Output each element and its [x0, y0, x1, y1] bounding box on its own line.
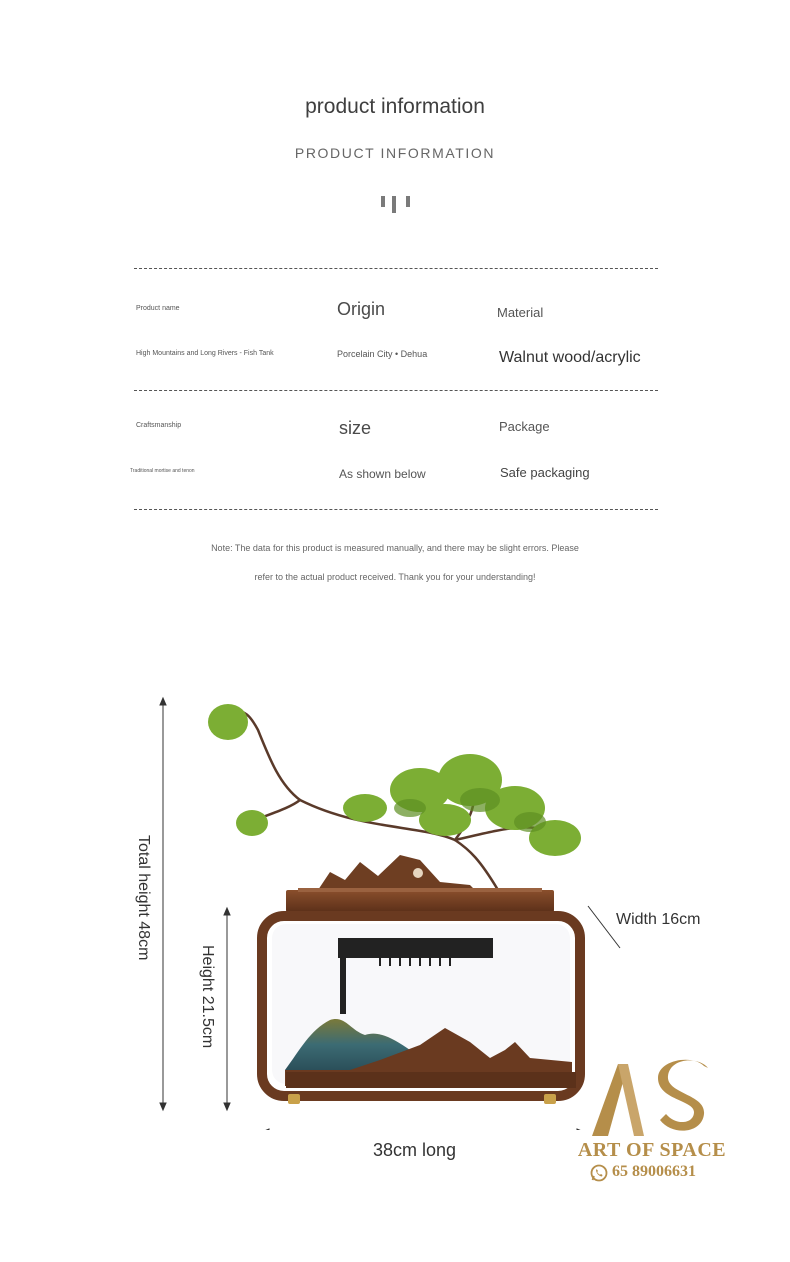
height-label: Height 21.5cm: [199, 945, 216, 1049]
material-label: Material: [497, 305, 544, 320]
product-name-value: High Mountains and Long Rivers - Fish Tank: [136, 350, 274, 357]
length-label: 38cm long: [373, 1140, 457, 1160]
package-label: Package: [499, 419, 550, 434]
package-value: Safe packaging: [500, 465, 590, 480]
divider: [134, 509, 658, 510]
divider: [134, 268, 658, 269]
size-value: As shown below: [339, 467, 426, 481]
whatsapp-icon: [590, 1164, 610, 1184]
divider: [134, 390, 658, 391]
brand-phone: 65 89006631: [612, 1163, 696, 1180]
material-value: Walnut wood/acrylic: [499, 349, 641, 366]
note-line-2: refer to the actual product received. Thank you for your understanding!: [254, 572, 536, 582]
size-label: size: [339, 418, 372, 438]
origin-value: Porcelain City • Dehua: [337, 349, 428, 359]
page-subtitle: PRODUCT INFORMATION: [294, 145, 496, 161]
total-height-label: Total height 48cm: [135, 835, 152, 961]
width-label: Width 16cm: [616, 911, 701, 928]
brand-name: ART OF SPACE: [577, 1139, 727, 1161]
product-name-label: Product name: [136, 305, 180, 312]
note-line-1: Note: The data for this product is measured manually, and there may be slight errors. Please: [211, 543, 579, 553]
craftsmanship-value: Traditional mortise and tenon: [130, 468, 195, 474]
page-title: product information: [305, 95, 485, 118]
brand-logo-icon: [588, 1056, 718, 1138]
craftsmanship-label: Craftsmanship: [136, 422, 182, 429]
origin-label: Origin: [337, 299, 386, 319]
bars-decoration-icon: [380, 196, 412, 216]
